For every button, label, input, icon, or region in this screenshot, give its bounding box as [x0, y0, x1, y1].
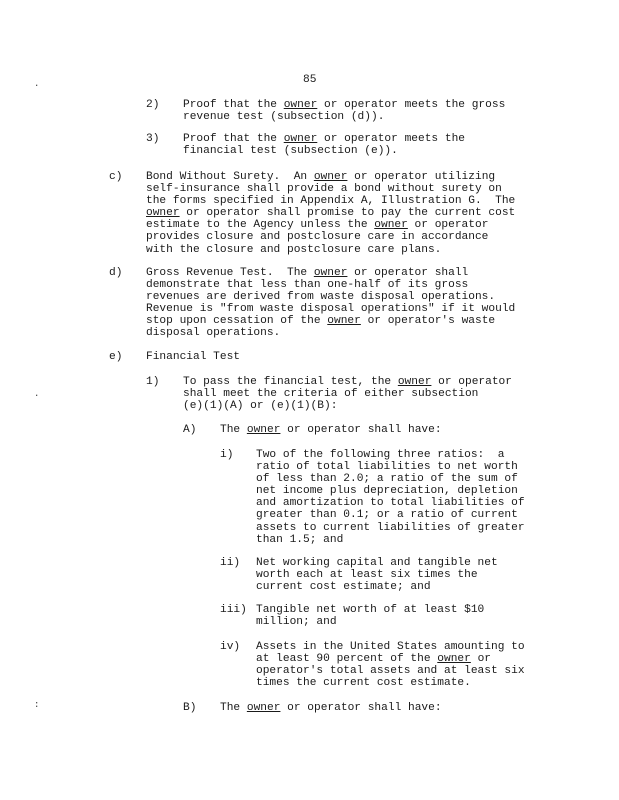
text-line: worth each at least six times the — [256, 569, 478, 582]
clause-text — [183, 133, 465, 157]
text-line: million; and — [256, 616, 337, 629]
text-line: Proof that the owner or operator meets the gross — [183, 99, 506, 111]
section-label: d) — [109, 267, 123, 279]
text-line: Assets in the United States amounting to — [256, 641, 525, 653]
text-line: financial test (subsection (e)). — [183, 145, 398, 158]
subsection-label: 1) — [146, 376, 160, 388]
text-line: Tangible net worth of at least $10 — [256, 604, 485, 616]
text-line: Net working capital and tangible net — [256, 557, 498, 569]
section-text — [146, 171, 515, 256]
text-line: To pass the financial test, the owner or operator — [183, 376, 512, 388]
section-label: c) — [109, 171, 123, 183]
item-label: i) — [220, 449, 234, 461]
text-line: the forms specified in Appendix A, Illustration G. The — [146, 195, 516, 208]
subsection-text — [183, 376, 512, 412]
clause-label: 2) — [146, 99, 160, 111]
item-label: ii) — [220, 557, 241, 569]
text-line: shall meet the criteria of either subsection — [183, 388, 479, 401]
underlined-term: owner — [313, 171, 348, 183]
clause-text — [183, 99, 505, 123]
margin-mark: . — [34, 389, 40, 399]
text-line: provides closure and postclosure care in accordance — [146, 231, 489, 244]
text-line: The owner or operator shall have: — [220, 424, 442, 436]
text-line: with the closure and postclosure care plans. — [146, 243, 442, 256]
criterion-label: A) — [183, 424, 197, 436]
page-number: 85 — [303, 74, 317, 86]
text-line: revenues are derived from waste disposal operations. — [146, 291, 496, 304]
criterion-text — [220, 424, 442, 436]
text-line: ratio of total liabilities to net worth — [256, 461, 518, 474]
clause-label: 3) — [146, 133, 160, 145]
text-line: stop upon cessation of the owner or operator's waste — [146, 315, 496, 328]
text-line: Revenue is "from waste disposal operations" if it would — [146, 303, 516, 316]
section-text — [146, 267, 515, 340]
text-line: Bond Without Surety. An owner or operator utilizing — [146, 171, 496, 183]
underlined-term: owner — [146, 207, 180, 220]
underlined-term: owner — [283, 99, 318, 111]
underlined-term: owner — [327, 315, 361, 328]
underlined-term: owner — [313, 267, 348, 279]
criterion-text — [220, 702, 442, 714]
text-line: greater than 0.1; or a ratio of current — [256, 509, 518, 522]
text-line: and amortization to total liabilities of — [256, 497, 525, 510]
underlined-term: owner — [437, 653, 471, 666]
item-text — [256, 449, 525, 546]
underlined-term: owner — [374, 219, 408, 232]
section-label: e) — [109, 351, 123, 363]
text-line: Two of the following three ratios: a — [256, 449, 505, 461]
item-text — [256, 641, 525, 689]
text-line: times the current cost estimate. — [256, 677, 471, 690]
text-line: estimate to the Agency unless the owner or operator — [146, 219, 489, 232]
item-text — [256, 604, 484, 628]
text-line: net income plus depreciation, depletion — [256, 485, 518, 498]
text-line: at least 90 percent of the owner or — [256, 653, 492, 666]
text-line: Gross Revenue Test. The owner or operator shall — [146, 267, 469, 279]
text-line: demonstrate that less than one-half of its gross — [146, 279, 469, 292]
underlined-term: owner — [397, 376, 432, 388]
text-line: revenue test (subsection (d)). — [183, 111, 385, 124]
text-line: (e)(1)(A) or (e)(1)(B): — [183, 400, 338, 413]
underlined-term: owner — [246, 702, 281, 714]
text-line: Financial Test — [146, 351, 240, 363]
text-line: owner or operator shall promise to pay the current cost — [146, 207, 516, 220]
text-line: current cost estimate; and — [256, 581, 431, 594]
underlined-term: owner — [246, 424, 281, 436]
item-label: iv) — [220, 641, 241, 653]
text-line: than 1.5; and — [256, 533, 344, 546]
text-line: The owner or operator shall have: — [220, 702, 442, 714]
underlined-term: owner — [283, 133, 318, 145]
margin-mark: : — [34, 700, 40, 710]
section-heading — [146, 351, 240, 363]
item-label: iii) — [220, 604, 247, 616]
text-line: Proof that the owner or operator meets the — [183, 133, 465, 145]
criterion-label: B) — [183, 702, 197, 714]
item-text — [256, 557, 498, 593]
text-line: of less than 2.0; a ratio of the sum of — [256, 473, 518, 486]
text-line: assets to current liabilities of greater — [256, 521, 525, 534]
text-line: operator's total assets and at least six — [256, 665, 525, 678]
text-line: disposal operations. — [146, 327, 281, 340]
text-line: self-insurance shall provide a bond without surety on — [146, 183, 502, 196]
margin-mark: . — [34, 79, 40, 89]
